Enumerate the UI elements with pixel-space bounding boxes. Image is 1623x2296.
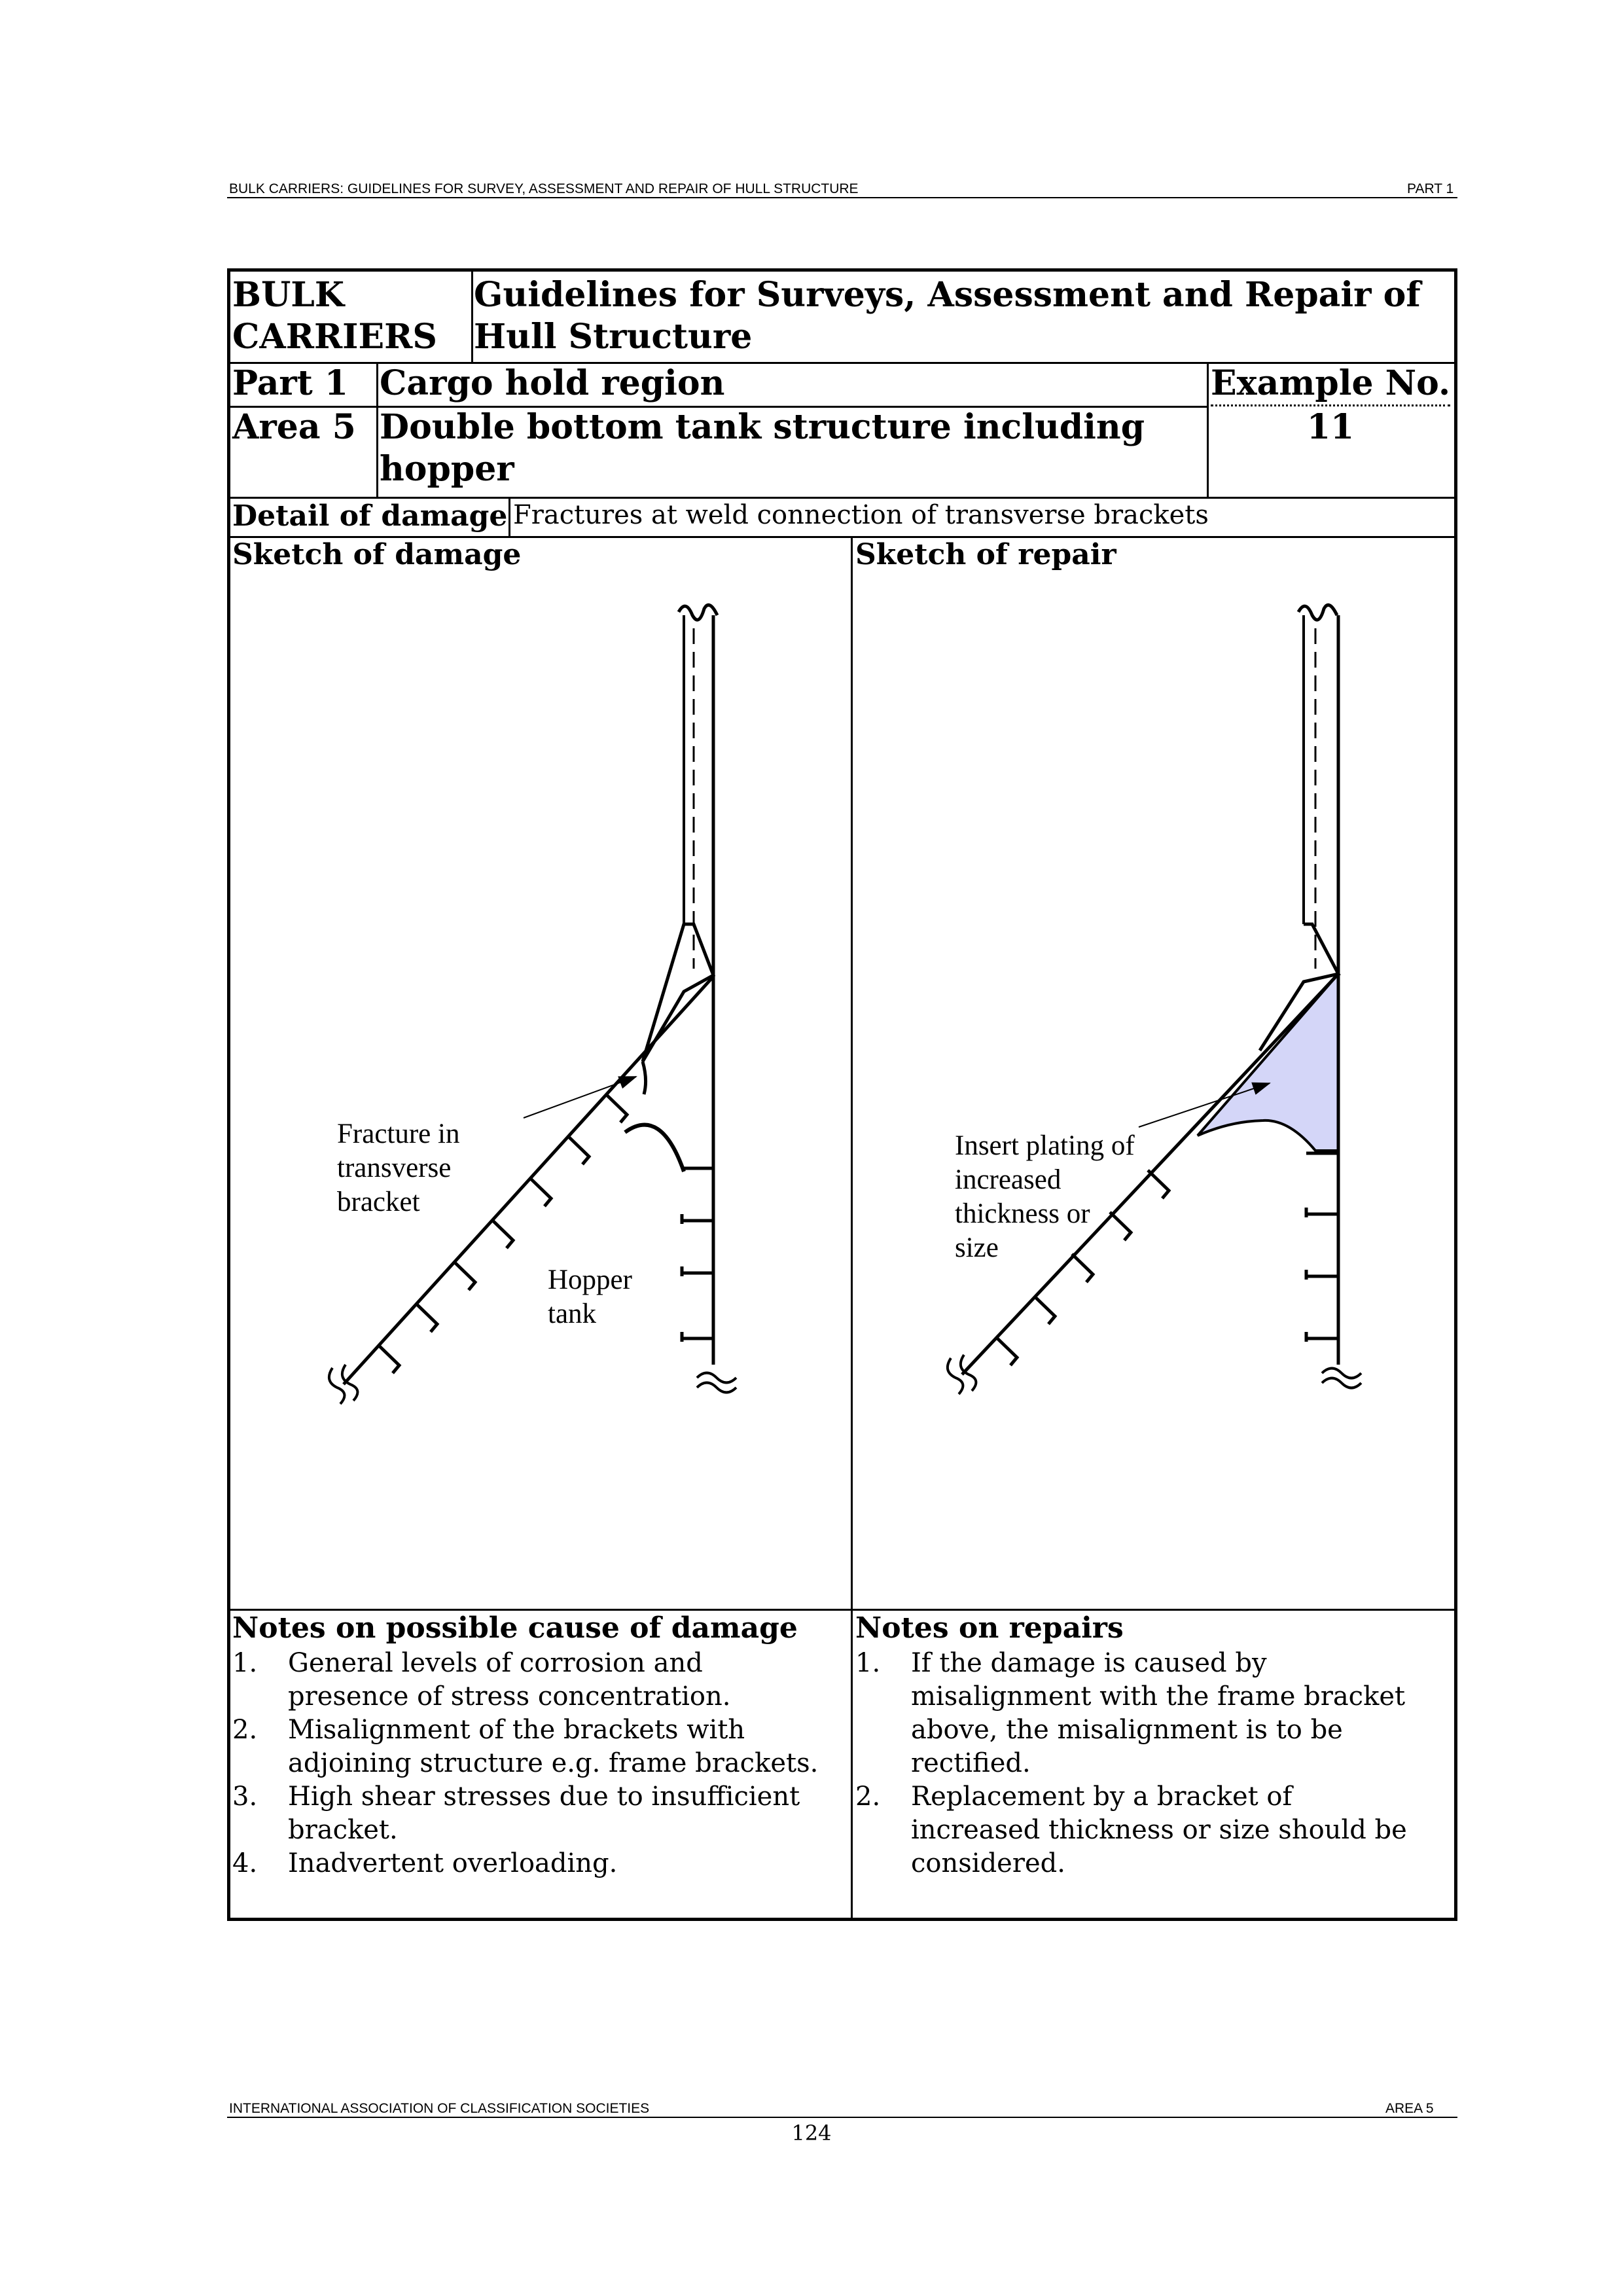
sketch-repair-heading: Sketch of repair	[855, 538, 1116, 571]
fracture-crack	[643, 1062, 646, 1094]
break-symbol-left	[329, 1365, 358, 1404]
break-symbol-bottom	[697, 1373, 736, 1393]
footer-rule	[227, 2117, 1457, 2118]
running-header-left: BULK CARRIERS: GUIDELINES FOR SURVEY, ASSESSMENT AND REPAIR OF HULL STRUCTURE	[229, 181, 859, 196]
category-line-2: CARRIERS	[232, 317, 437, 357]
repair-note-item-text-line: increased thickness or size should be	[911, 1815, 1407, 1845]
cause-note-item-text-line: Misalignment of the brackets with	[288, 1715, 745, 1745]
cause-note-item-number: 1.	[232, 1648, 258, 1678]
running-footer-right: AREA 5	[1385, 2101, 1434, 2116]
cause-note-item-number: 2.	[232, 1715, 258, 1745]
running-footer-left: INTERNATIONAL ASSOCIATION OF CLASSIFICATION SOCIETIES	[229, 2101, 650, 2116]
cause-note-item-number: 4.	[232, 1848, 258, 1878]
repair-note-item-number: 2.	[855, 1782, 881, 1812]
transverse-bracket-arch	[625, 1125, 684, 1172]
repair-note-item-text-line: rectified.	[911, 1748, 1031, 1778]
repair-note-item-text-line: If the damage is caused by	[911, 1648, 1267, 1678]
sketch-damage-heading: Sketch of damage	[232, 538, 522, 571]
damage-sketch	[329, 605, 736, 1404]
detail-label: Detail of damage	[232, 499, 508, 533]
repair-callout-line-4: size	[955, 1232, 999, 1263]
area-value-line-2: hopper	[380, 449, 514, 489]
title-line-1: Guidelines for Surveys, Assessment and Repair of	[474, 275, 1421, 315]
repair-note-item-text-line: misalignment with the frame bracket	[911, 1681, 1406, 1712]
vertical-plate-stiffeners	[682, 1168, 713, 1342]
repair-note-item-text-line: Replacement by a bracket of	[911, 1782, 1293, 1812]
repair-note-item-number: 1.	[855, 1648, 881, 1678]
example-number: 11	[1306, 407, 1355, 447]
sloping-plate-stiffeners-repair	[996, 1170, 1169, 1365]
hopper-label-line-2: tank	[548, 1299, 597, 1329]
hopper-label-line-1: Hopper	[548, 1265, 632, 1295]
notes-repair-heading: Notes on repairs	[855, 1611, 1124, 1645]
repair-callout-line-2: increased	[955, 1164, 1061, 1195]
area-value-line-1: Double bottom tank structure including	[380, 407, 1145, 447]
part-label: Part 1	[232, 363, 349, 403]
repair-sketch	[948, 605, 1361, 1394]
damage-callout-line-1: Fracture in	[337, 1119, 460, 1149]
category-line-1: BULK	[232, 275, 345, 315]
part-value: Cargo hold region	[380, 363, 725, 403]
cause-note-item-text-line: General levels of corrosion and	[288, 1648, 703, 1678]
example-label-text: Example No.	[1211, 363, 1450, 406]
insert-plating-shaded	[1198, 974, 1338, 1151]
repair-callout-line-3: thickness or	[955, 1198, 1090, 1229]
damage-callout-arrow	[524, 1077, 636, 1118]
cause-note-item-text-line: bracket.	[288, 1815, 398, 1845]
repair-note-item-text-line: considered.	[911, 1848, 1065, 1878]
area-label: Area 5	[232, 407, 356, 447]
cause-note-item-text-line: High shear stresses due to insufficient	[288, 1782, 800, 1812]
damage-callout-line-2: transverse	[337, 1153, 452, 1183]
sloping-plate-stiffeners	[378, 1094, 627, 1373]
cause-note-item-number: 3.	[232, 1782, 258, 1812]
hopper-sloping-plate	[344, 977, 713, 1384]
cause-note-item-text-line: presence of stress concentration.	[288, 1681, 731, 1712]
repair-note-item-text-line: above, the misalignment is to be	[911, 1715, 1343, 1745]
cause-note-item-text-line: Inadvertent overloading.	[288, 1848, 618, 1878]
page-number: 124	[791, 2121, 832, 2145]
break-symbol-left-repair	[948, 1355, 976, 1394]
running-header-right: PART 1	[1407, 181, 1454, 196]
notes-cause-heading: Notes on possible cause of damage	[232, 1611, 798, 1645]
cause-note-item-text-line: adjoining structure e.g. frame brackets.	[288, 1748, 819, 1778]
detail-value: Fractures at weld connection of transverse brackets	[513, 500, 1209, 530]
vertical-plate-stiffeners-repair	[1306, 1153, 1338, 1342]
break-symbol-bottom-repair	[1322, 1369, 1361, 1388]
repair-callout-line-1: Insert plating of	[955, 1130, 1135, 1161]
damage-callout-line-3: bracket	[337, 1187, 420, 1217]
title-line-2: Hull Structure	[474, 317, 753, 357]
